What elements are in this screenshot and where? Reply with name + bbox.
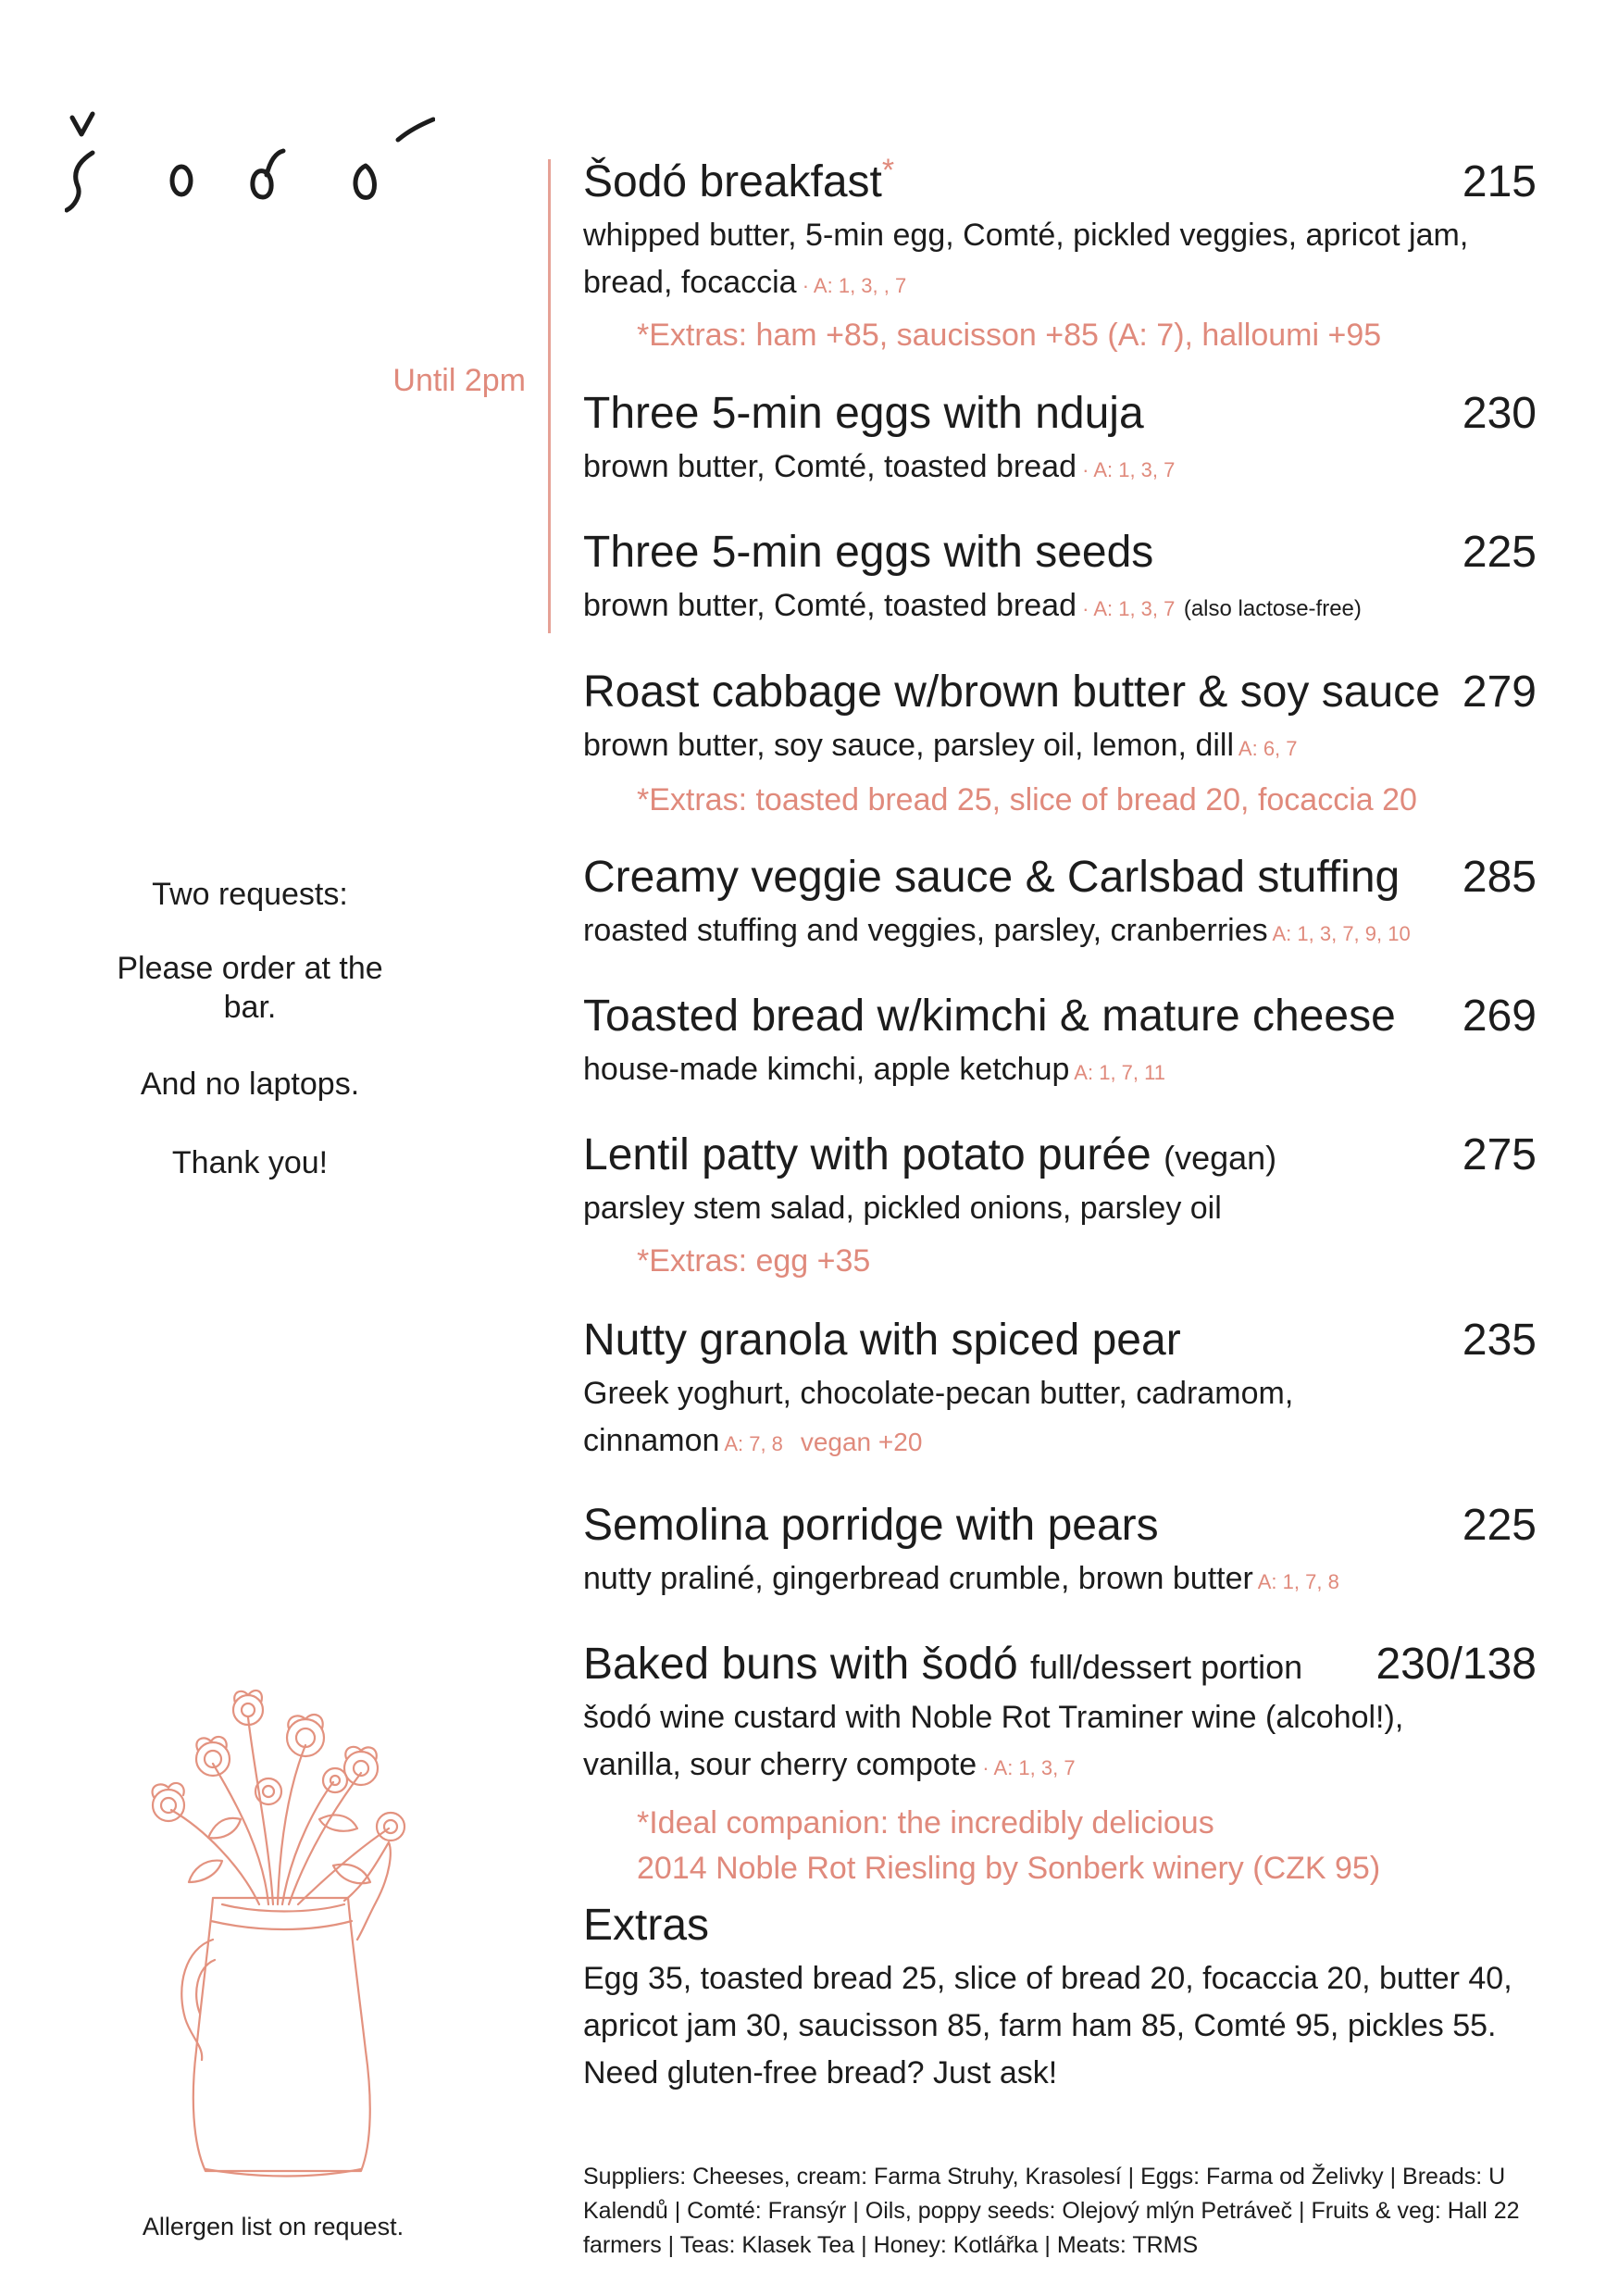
item-price: 230/138 — [1375, 1640, 1537, 1689]
item-price: 215 — [1462, 157, 1537, 206]
allergen-codes: A: 7, 8 — [719, 1432, 783, 1455]
item-price: 279 — [1462, 668, 1537, 717]
menu-item — [583, 384, 1537, 493]
item-description: nutty praliné, gingerbread crumble, brown butter A: 1, 7, 8 — [583, 1561, 1339, 1596]
lactose-free-note: (also lactose-free) — [1183, 596, 1362, 621]
item-description: Greek yoghurt, chocolate-pecan butter, cadramom, cinnamon A: 7, 8 vegan +20 — [583, 1376, 1294, 1458]
request-no-laptops: And no laptops. — [140, 1067, 360, 1102]
suppliers-list: Suppliers: Cheeses, cream: Farma Struhy, Krasolesí | Eggs: Farma od Želivky | Breads: U Kalendů | Comté: Fransýr | Oils, poppy seeds: Olejový mlýn Petráveč | Fruits & veg: Hall 22 farmers | Teas: Klasek Tea | Honey: Kotlářka | Meats: TRMS — [583, 2164, 1520, 2258]
item-title: Semolina porridge with pears — [583, 1501, 1159, 1550]
item-price: 285 — [1462, 853, 1537, 902]
item-description: whipped butter, 5-min egg, Comté, pickled veggies, apricot jam, bread, focaccia · A: 1, 3, , 7 — [583, 218, 1469, 300]
allergen-codes: · A: 1, 3, , 7 — [796, 274, 907, 297]
vegan-note: (vegan) — [1164, 1139, 1277, 1177]
item-price: 230 — [1462, 389, 1537, 438]
menu-item — [583, 1311, 1537, 1467]
allergen-codes: A: 1, 7, 8 — [1252, 1570, 1339, 1593]
item-price: 225 — [1462, 528, 1537, 577]
item-description: šodó wine custard with Noble Rot Traminer wine (alcohol!), vanilla, sour cherry compote · A: 1, 3, 7 — [583, 1700, 1404, 1782]
item-description: roasted stuffing and veggies, parsley, cranberries A: 1, 3, 7, 9, 10 — [583, 913, 1411, 948]
menu-item — [583, 848, 1537, 957]
item-title: Creamy veggie sauce & Carlsbad stuffing — [583, 853, 1400, 902]
item-description: house-made kimchi, apple ketchup A: 1, 7, 11 — [583, 1052, 1165, 1087]
allergen-codes: · A: 1, 3, 7 — [977, 1756, 1076, 1779]
menu-item — [583, 153, 1537, 309]
item-title: Nutty granola with spiced pear — [583, 1316, 1181, 1365]
item-title: Three 5-min eggs with nduja — [583, 389, 1144, 438]
thank-you-note: Thank you! — [171, 1145, 329, 1180]
asterisk-mark: * — [881, 153, 895, 188]
sodo-logo — [65, 106, 435, 218]
item-price: 269 — [1462, 992, 1537, 1041]
menu-item — [583, 987, 1537, 1096]
item-price: 225 — [1462, 1501, 1537, 1550]
item-price: 235 — [1462, 1316, 1537, 1365]
menu-item — [583, 523, 1537, 632]
item-extras: *Extras: egg +35 — [637, 1243, 871, 1279]
item-description: brown butter, Comté, toasted bread · A: 1, 3, 7 (also lactose-free) — [583, 588, 1362, 623]
item-description: brown butter, soy sauce, parsley oil, lemon, dill A: 6, 7 — [583, 728, 1298, 763]
item-extras: *Extras: ham +85, saucisson +85 (A: 7), halloumi +95 — [637, 318, 1382, 353]
flower-vase-illustration — [83, 1662, 472, 2190]
vegan-upcharge: vegan +20 — [800, 1428, 923, 1456]
breakfast-divider-line — [548, 159, 551, 633]
item-title: Šodó breakfast* — [583, 153, 895, 206]
wine-pairing-note: *Ideal companion: the incredibly delicious 2014 Noble Rot Riesling by Sonberk winery (CZK 95) — [637, 1805, 1381, 1886]
allergen-codes: · A: 1, 3, 7 — [1076, 597, 1176, 620]
allergen-codes: A: 1, 3, 7, 9, 10 — [1267, 922, 1411, 945]
menu-item — [583, 1496, 1537, 1605]
allergen-codes: A: 1, 7, 11 — [1069, 1061, 1165, 1084]
allergen-list-note: Allergen list on request. — [142, 2213, 404, 2240]
extras-heading: Extras — [583, 1901, 710, 1950]
menu-item — [583, 663, 1537, 772]
request-order-at-bar: Please order at the bar. — [117, 951, 383, 1025]
item-title: Three 5-min eggs with seeds — [583, 528, 1154, 577]
item-description: parsley stem salad, pickled onions, parsley oil — [583, 1191, 1222, 1226]
until-time-label: Until 2pm — [392, 363, 526, 398]
portion-note: full/dessert portion — [1029, 1648, 1303, 1686]
item-title: Baked buns with šodó full/dessert portion — [583, 1640, 1303, 1689]
item-title: Lentil patty with potato purée (vegan) — [583, 1130, 1277, 1179]
item-title: Toasted bread w/kimchi & mature cheese — [583, 992, 1396, 1041]
item-description: brown butter, Comté, toasted bread · A: 1, 3, 7 — [583, 449, 1176, 484]
item-extras: *Extras: toasted bread 25, slice of bread 20, focaccia 20 — [637, 782, 1417, 817]
requests-heading: Two requests: — [152, 877, 348, 912]
allergen-codes: A: 6, 7 — [1234, 737, 1298, 760]
menu-item — [583, 1126, 1537, 1232]
menu-item — [583, 1635, 1537, 1791]
item-title: Roast cabbage w/brown butter & soy sauce — [583, 668, 1440, 717]
item-price: 275 — [1462, 1130, 1537, 1179]
extras-description: Egg 35, toasted bread 25, slice of bread 20, focaccia 20, butter 40, apricot jam 30, saucisson 85, farm ham 85, Comté 95, pickles 55. Need gluten-free bread? Just ask! — [583, 1961, 1512, 2090]
allergen-codes: · A: 1, 3, 7 — [1076, 458, 1176, 481]
